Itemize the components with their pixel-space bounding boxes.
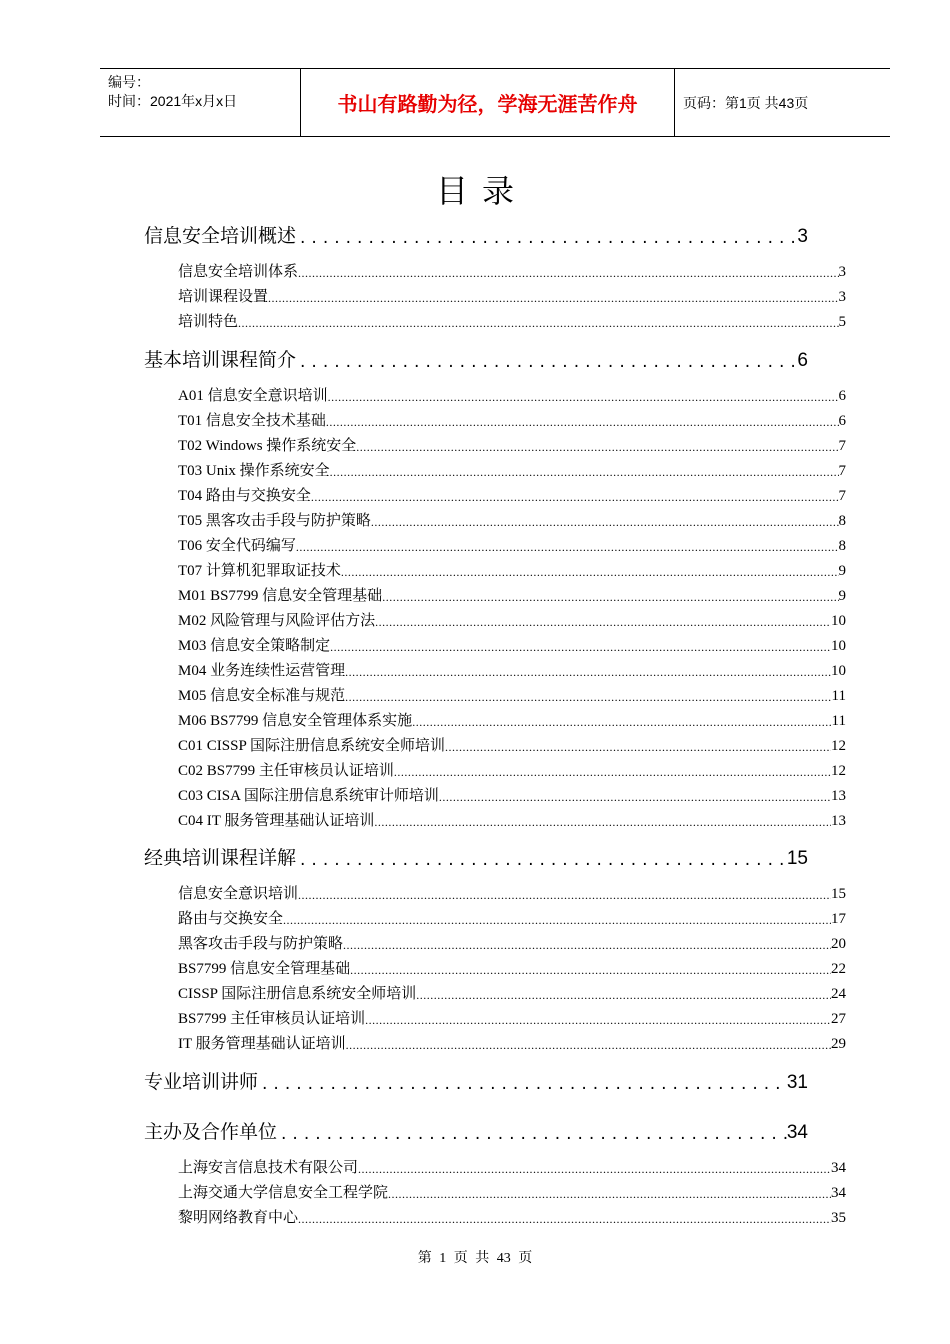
header-motto: 书山有路勤为径，学海无涯苦作舟 bbox=[337, 92, 638, 116]
page-footer: 第 1 页 共 43 页 bbox=[417, 1251, 533, 1266]
toc-section-2[interactable] bbox=[144, 344, 808, 372]
toc-section-page: 6 bbox=[797, 350, 808, 371]
toc-item[interactable] bbox=[178, 433, 846, 455]
toc-item[interactable] bbox=[178, 284, 846, 306]
toc-item-page: 10 bbox=[831, 638, 846, 654]
toc-leader-dots bbox=[371, 515, 839, 530]
toc-item[interactable] bbox=[178, 458, 846, 480]
toc-item-page: 12 bbox=[831, 738, 846, 754]
toc-leader-dots bbox=[388, 1187, 831, 1202]
toc-item-label: T07 计算机犯罪取证技术 bbox=[178, 563, 341, 579]
toc-item-label: CISSP 国际注册信息系统安全师培训 bbox=[178, 986, 417, 1002]
toc-section-page: 31 bbox=[786, 1072, 808, 1093]
toc-leader-dots bbox=[296, 850, 787, 870]
toc-leader-dots bbox=[394, 765, 831, 780]
toc-leader-dots bbox=[375, 615, 831, 630]
document-number-label: 编号： bbox=[108, 74, 150, 90]
toc-leader-dots bbox=[258, 1074, 787, 1094]
toc-item[interactable] bbox=[178, 1031, 846, 1053]
toc-section-3[interactable] bbox=[144, 842, 808, 870]
toc-item[interactable] bbox=[178, 1180, 846, 1202]
toc-item-label: M06 BS7799 信息安全管理体系实施 bbox=[178, 713, 413, 729]
toc-item[interactable] bbox=[178, 259, 846, 281]
toc-item-page: 10 bbox=[831, 663, 846, 679]
toc-item-page: 22 bbox=[831, 961, 846, 977]
toc-item-page: 8 bbox=[838, 513, 846, 529]
toc-leader-dots bbox=[350, 963, 831, 978]
toc-item[interactable] bbox=[178, 408, 846, 430]
toc-item-page: 7 bbox=[838, 463, 846, 479]
toc-item[interactable] bbox=[178, 758, 846, 780]
toc-leader-dots bbox=[238, 316, 838, 331]
header-page-cell bbox=[675, 69, 890, 136]
toc-section-page: 34 bbox=[786, 1122, 808, 1143]
toc-item-label: T01 信息安全技术基础 bbox=[178, 413, 326, 429]
toc-leader-dots bbox=[296, 352, 797, 372]
toc-item[interactable] bbox=[178, 906, 846, 928]
toc-item-label: M01 BS7799 信息安全管理基础 bbox=[178, 588, 383, 604]
toc-item-page: 13 bbox=[831, 788, 846, 804]
toc-item-page: 7 bbox=[838, 438, 846, 454]
toc-item-label: T02 Windows 操作系统安全 bbox=[178, 438, 357, 454]
document-time-label: 时间：2021年x月x日 bbox=[108, 93, 238, 109]
toc-item[interactable] bbox=[178, 1155, 846, 1177]
toc-leader-dots bbox=[382, 590, 838, 605]
toc-item-label: M03 信息安全策略制定 bbox=[178, 638, 331, 654]
toc-item[interactable] bbox=[178, 309, 846, 331]
toc-leader-dots bbox=[283, 913, 831, 928]
toc-item-page: 15 bbox=[831, 886, 846, 902]
toc-item-label: T03 Unix 操作系统安全 bbox=[178, 463, 330, 479]
toc-item-label: 路由与交换安全 bbox=[178, 911, 284, 927]
toc-leader-dots bbox=[277, 1124, 787, 1144]
toc-section-label: 基本培训课程简介 bbox=[144, 349, 297, 371]
toc-leader-dots bbox=[296, 540, 839, 555]
toc-item[interactable] bbox=[178, 633, 846, 655]
toc-item-page: 5 bbox=[838, 314, 846, 330]
toc-item[interactable] bbox=[178, 783, 846, 805]
toc-leader-dots bbox=[416, 988, 831, 1003]
toc-item[interactable] bbox=[178, 708, 846, 730]
toc-item-page: 20 bbox=[831, 936, 846, 952]
toc-item-page: 10 bbox=[831, 613, 846, 629]
header-page-info: 页码：第1页 共43页 bbox=[683, 94, 809, 111]
toc-item[interactable] bbox=[178, 508, 846, 530]
toc-leader-dots bbox=[345, 690, 831, 705]
toc-item[interactable] bbox=[178, 483, 846, 505]
toc-item-page: 29 bbox=[831, 1036, 846, 1052]
toc-section-4[interactable] bbox=[144, 1066, 808, 1094]
toc-leader-dots bbox=[343, 938, 831, 953]
toc-item-label: 黎明网络教育中心 bbox=[178, 1210, 299, 1226]
toc-item-page: 17 bbox=[831, 911, 846, 927]
toc-item-page: 3 bbox=[838, 289, 846, 305]
toc-item-page: 34 bbox=[831, 1185, 846, 1201]
toc-item-label: C01 CISSP 国际注册信息系统安全师培训 bbox=[178, 738, 445, 754]
toc-section-label: 主办及合作单位 bbox=[144, 1121, 278, 1143]
toc-item[interactable] bbox=[178, 808, 846, 830]
toc-item-label: A01 信息安全意识培训 bbox=[178, 388, 328, 404]
toc-item[interactable] bbox=[178, 608, 846, 630]
toc-item-page: 27 bbox=[831, 1011, 846, 1027]
toc-item-label: 黑客攻击手段与防护策略 bbox=[178, 936, 344, 952]
toc-item[interactable] bbox=[178, 1205, 846, 1227]
toc-item-label: 上海安言信息技术有限公司 bbox=[178, 1160, 359, 1176]
toc-item-label: BS7799 信息安全管理基础 bbox=[178, 961, 351, 977]
toc-item[interactable] bbox=[178, 533, 846, 555]
toc-item-label: C02 BS7799 主任审核员认证培训 bbox=[178, 763, 394, 779]
toc-section-label: 专业培训讲师 bbox=[144, 1071, 259, 1093]
toc-item-label: C04 IT 服务管理基础认证培训 bbox=[178, 813, 375, 829]
toc-item-label: M05 信息安全标准与规范 bbox=[178, 688, 346, 704]
toc-item-label: IT 服务管理基础认证培训 bbox=[178, 1036, 346, 1052]
toc-item[interactable] bbox=[178, 733, 846, 755]
toc-item-page: 24 bbox=[831, 986, 846, 1002]
toc-leader-dots bbox=[330, 465, 839, 480]
toc-title: 目录 bbox=[435, 172, 528, 210]
toc-item-label: M04 业务连续性运营管理 bbox=[178, 663, 346, 679]
toc-item-page: 12 bbox=[831, 763, 846, 779]
toc-item[interactable] bbox=[178, 956, 846, 978]
toc-leader-dots bbox=[268, 291, 838, 306]
toc-item-label: 信息安全培训体系 bbox=[178, 264, 299, 280]
toc-item[interactable] bbox=[178, 558, 846, 580]
toc-item-label: 上海交通大学信息安全工程学院 bbox=[178, 1185, 389, 1201]
toc-leader-dots bbox=[311, 490, 839, 505]
toc-leader-dots bbox=[412, 715, 831, 730]
toc-item-page: 34 bbox=[831, 1160, 846, 1176]
toc-section-label: 经典培训课程详解 bbox=[144, 847, 297, 869]
toc-leader-dots bbox=[298, 888, 831, 903]
toc-item[interactable] bbox=[178, 881, 846, 903]
toc-leader-dots bbox=[298, 1212, 831, 1227]
toc-leader-dots bbox=[345, 665, 831, 680]
toc-item-label: 培训课程设置 bbox=[178, 289, 269, 305]
toc-item-page: 11 bbox=[831, 688, 846, 704]
toc-item[interactable] bbox=[178, 931, 846, 953]
toc-section-page: 3 bbox=[797, 226, 808, 247]
toc-leader-dots bbox=[328, 390, 839, 405]
toc-item[interactable] bbox=[178, 1006, 846, 1028]
toc-item-page: 9 bbox=[838, 588, 846, 604]
header-meta-cell bbox=[100, 69, 301, 136]
toc-item-label: C03 CISA 国际注册信息系统审计师培训 bbox=[178, 788, 439, 804]
toc-item[interactable] bbox=[178, 981, 846, 1003]
toc-item-page: 35 bbox=[831, 1210, 846, 1226]
toc-item-label: T06 安全代码编写 bbox=[178, 538, 296, 554]
toc-leader-dots bbox=[330, 640, 831, 655]
toc-leader-dots bbox=[298, 266, 838, 281]
header-motto-cell bbox=[301, 69, 675, 136]
toc-item-page: 6 bbox=[838, 388, 846, 404]
toc-item[interactable] bbox=[178, 683, 846, 705]
toc-item-page: 11 bbox=[831, 713, 846, 729]
toc-section-page: 15 bbox=[786, 848, 808, 869]
toc-item-label: T04 路由与交换安全 bbox=[178, 488, 311, 504]
toc-item-label: BS7799 主任审核员认证培训 bbox=[178, 1011, 366, 1027]
toc-leader-dots bbox=[356, 440, 838, 455]
toc-item-label: 信息安全意识培训 bbox=[178, 886, 299, 902]
toc-leader-dots bbox=[365, 1013, 831, 1028]
toc-item-page: 8 bbox=[838, 538, 846, 554]
toc-leader-dots bbox=[296, 228, 797, 248]
toc-section-1[interactable] bbox=[144, 220, 808, 248]
page-header bbox=[100, 68, 890, 137]
toc-item[interactable] bbox=[178, 583, 846, 605]
toc-item-label: M02 风险管理与风险评估方法 bbox=[178, 613, 376, 629]
toc-leader-dots bbox=[358, 1162, 831, 1177]
toc-leader-dots bbox=[374, 815, 831, 830]
toc-item-page: 6 bbox=[838, 413, 846, 429]
toc-leader-dots bbox=[439, 790, 831, 805]
toc-item[interactable] bbox=[178, 383, 846, 405]
toc-item-page: 7 bbox=[838, 488, 846, 504]
toc-item-page: 3 bbox=[838, 264, 846, 280]
toc-item-label: 培训特色 bbox=[178, 314, 239, 330]
toc-item-page: 13 bbox=[831, 813, 846, 829]
toc-item[interactable] bbox=[178, 658, 846, 680]
toc-section-label: 信息安全培训概述 bbox=[144, 225, 297, 247]
toc-leader-dots bbox=[341, 565, 839, 580]
toc-item-page: 9 bbox=[838, 563, 846, 579]
toc-leader-dots bbox=[445, 740, 831, 755]
toc-leader-dots bbox=[346, 1038, 831, 1053]
toc-section-5[interactable] bbox=[144, 1116, 808, 1144]
toc-item-label: T05 黑客攻击手段与防护策略 bbox=[178, 513, 371, 529]
toc-leader-dots bbox=[326, 415, 839, 430]
